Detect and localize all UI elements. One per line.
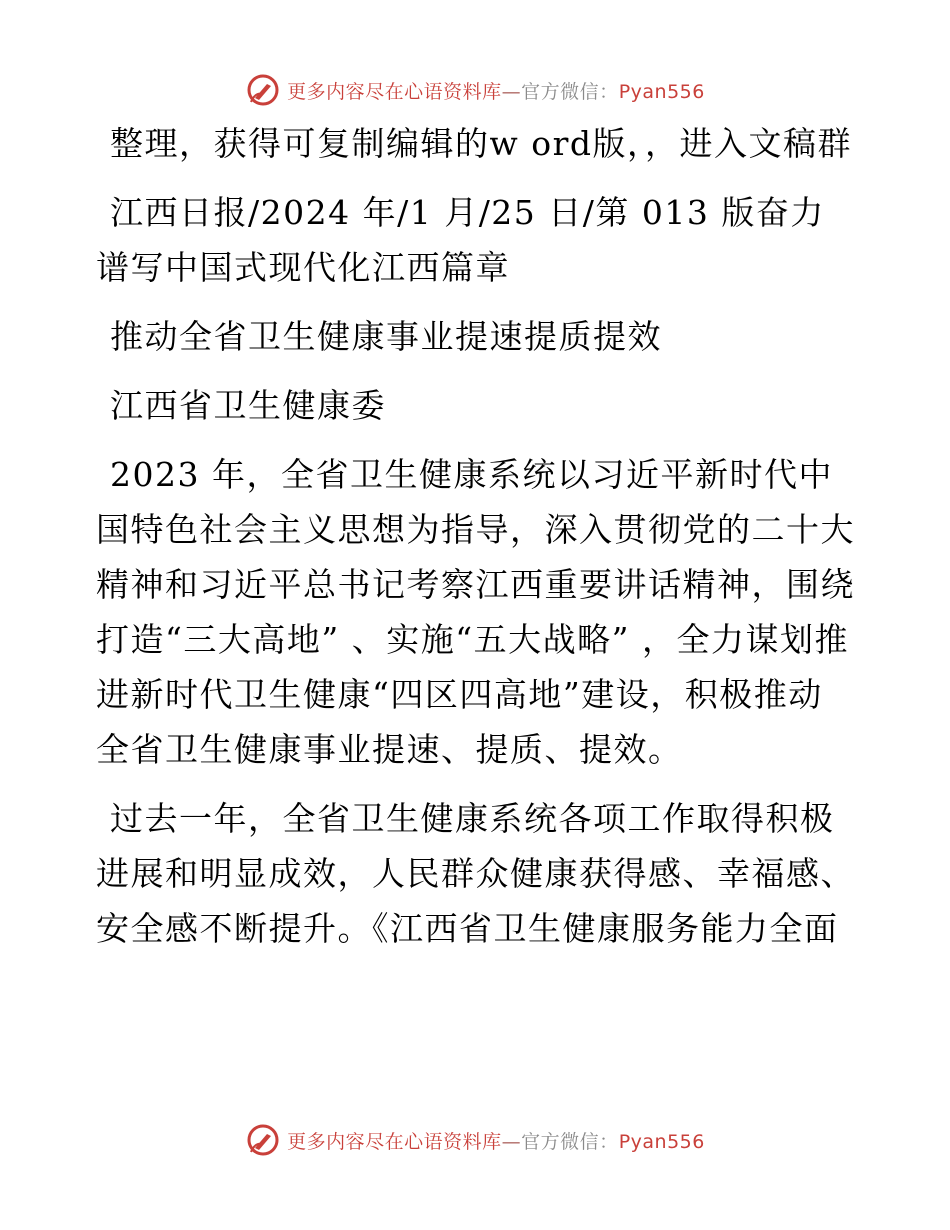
paragraph: 2023 年，全省卫生健康系统以习近平新时代中国特色社会主义思想为指导，深入贯彻党的二十大精神和习近平总书记考察江西重要讲话精神，围绕打造“三大高地” 、实施“五大战略” ，全力谋划推进新时代卫生健康“四区四高地”建设，积极推动全省卫生健康事业提速、提质、提效。 [96, 455, 855, 769]
banner-wechat-label: 官方微信： [521, 1130, 619, 1153]
paragraph: 推动全省卫生健康事业提速提质提效 [110, 317, 662, 356]
header-banner [0, 70, 950, 110]
paragraph: 整理，获得可复制编辑的w ord版，，进入文稿群 [110, 124, 853, 163]
document-body [96, 116, 856, 970]
footer-banner [0, 1120, 950, 1160]
banner-text [287, 1127, 705, 1154]
paragraph: 江西日报/2024 年/1 月/25 日/第 013 版奋力谱写中国式现代化江西篇章 [96, 193, 825, 287]
banner-text [287, 77, 705, 104]
banner-wechat-id: Pyan556 [618, 80, 705, 103]
paragraph: 过去一年，全省卫生健康系统各项工作取得积极进展和明显成效，人民群众健康获得感、幸福感、安全感不断提升。《江西省卫生健康服务能力全面 [96, 799, 855, 948]
pen-circle-logo-icon [245, 1122, 281, 1158]
pen-circle-logo-icon [245, 72, 281, 108]
banner-dash: — [501, 80, 522, 103]
banner-dash: — [501, 1130, 522, 1153]
banner-site: 更多内容尽在心语资料库 [287, 1130, 502, 1153]
banner-wechat-id: Pyan556 [618, 1130, 705, 1153]
banner-site: 更多内容尽在心语资料库 [287, 80, 502, 103]
paragraph: 江西省卫生健康委 [110, 386, 386, 425]
banner-wechat-label: 官方微信： [521, 80, 619, 103]
